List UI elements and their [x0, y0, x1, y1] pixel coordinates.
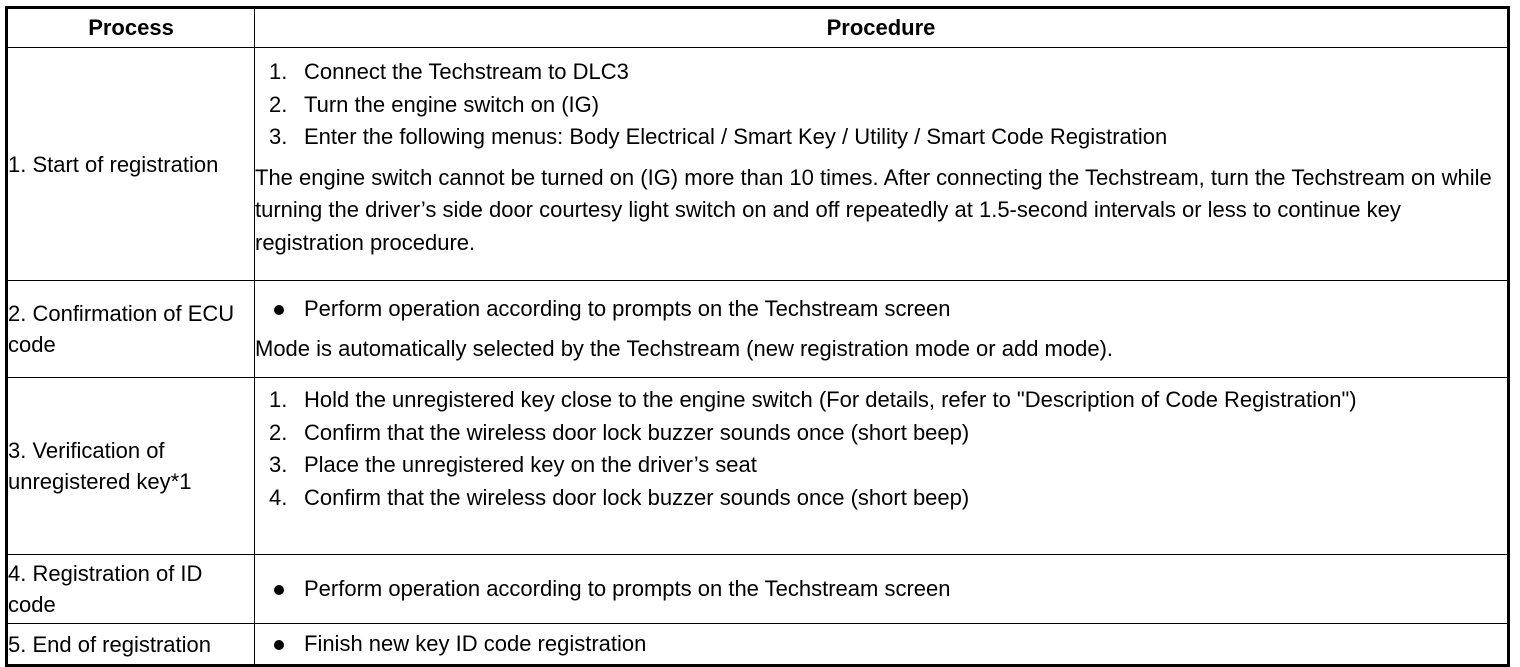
procedure-note: Mode is automatically selected by the Techstream (new registration mode or add mode).: [255, 336, 1114, 361]
step-text: Turn the engine switch on (IG): [304, 91, 600, 117]
procedure-cell: [255, 48, 1509, 281]
table-row: [7, 48, 1509, 281]
procedure-note: The engine switch cannot be turned on (IG) more than 10 times. After connecting the Techstream, turn the Techstream on while turning the driver’s side door courtesy light switch on and off repeatedly at 1.5-second intervals or less to continue key registration procedure.: [255, 164, 1492, 255]
step-number: 4.: [269, 484, 288, 510]
table-row: [7, 378, 1509, 555]
list-item: [255, 89, 1507, 122]
bullet-icon: [274, 305, 284, 315]
process-start-of-registration: 1. Start of registration: [7, 48, 255, 281]
list-item: [255, 482, 1507, 515]
procedure-bullets: [255, 628, 1507, 661]
procedure-steps: [255, 56, 1507, 154]
table-header-row: [7, 8, 1509, 48]
list-item: [255, 293, 1507, 326]
procedure-bullets: [255, 293, 1507, 326]
step-text: Hold the unregistered key close to the engine switch (For details, refer to "Description of Code Registration"): [304, 387, 1357, 412]
procedure-cell: [255, 555, 1509, 624]
step-number: 3.: [269, 124, 288, 149]
procedure-cell: [255, 378, 1509, 555]
table-row: [7, 555, 1509, 624]
table-row: [7, 624, 1509, 666]
list-item: [255, 384, 1507, 417]
procedure-cell: [255, 624, 1509, 666]
step-number: 1.: [269, 387, 288, 412]
process-confirmation-of-ecu-code: 2. Confirmation of ECU code: [7, 281, 255, 378]
table-row: [7, 281, 1509, 378]
bullet-text: Perform operation according to prompts on the Techstream screen: [304, 575, 951, 601]
step-text: Confirm that the wireless door lock buzzer sounds once (short beep): [304, 484, 970, 510]
step-text: Place the unregistered key on the driver’s seat: [304, 452, 757, 477]
list-item: [255, 417, 1507, 450]
step-text: Confirm that the wireless door lock buzzer sounds once (short beep): [304, 419, 970, 445]
bullet-icon: [274, 640, 284, 650]
registration-procedure-table: [5, 6, 1510, 667]
step-text: Enter the following menus: Body Electrical / Smart Key / Utility / Smart Code Registration: [304, 124, 1168, 149]
list-item: [255, 628, 1507, 661]
list-item: [255, 56, 1507, 89]
step-number: 2.: [269, 419, 288, 445]
bullet-icon: [274, 585, 284, 595]
step-number: 2.: [269, 91, 288, 117]
procedure-bullets: [255, 573, 1507, 606]
step-text: Connect the Techstream to DLC3: [304, 59, 629, 84]
list-item: [255, 573, 1507, 606]
process-registration-of-id-code: 4. Registration of ID code: [7, 555, 255, 624]
bullet-text: Perform operation according to prompts on the Techstream screen: [304, 295, 951, 321]
step-number: 3.: [269, 452, 288, 477]
procedure-cell: [255, 281, 1509, 378]
column-header-procedure: Procedure: [255, 8, 1509, 48]
list-item: [255, 121, 1507, 154]
process-end-of-registration: 5. End of registration: [7, 624, 255, 666]
column-header-process: Process: [7, 8, 255, 48]
list-item: [255, 449, 1507, 482]
process-verification-of-unregistered-key: 3. Verification of unregistered key*1: [7, 378, 255, 555]
step-number: 1.: [269, 59, 288, 84]
procedure-steps: [255, 384, 1507, 514]
bullet-text: Finish new key ID code registration: [304, 630, 647, 656]
